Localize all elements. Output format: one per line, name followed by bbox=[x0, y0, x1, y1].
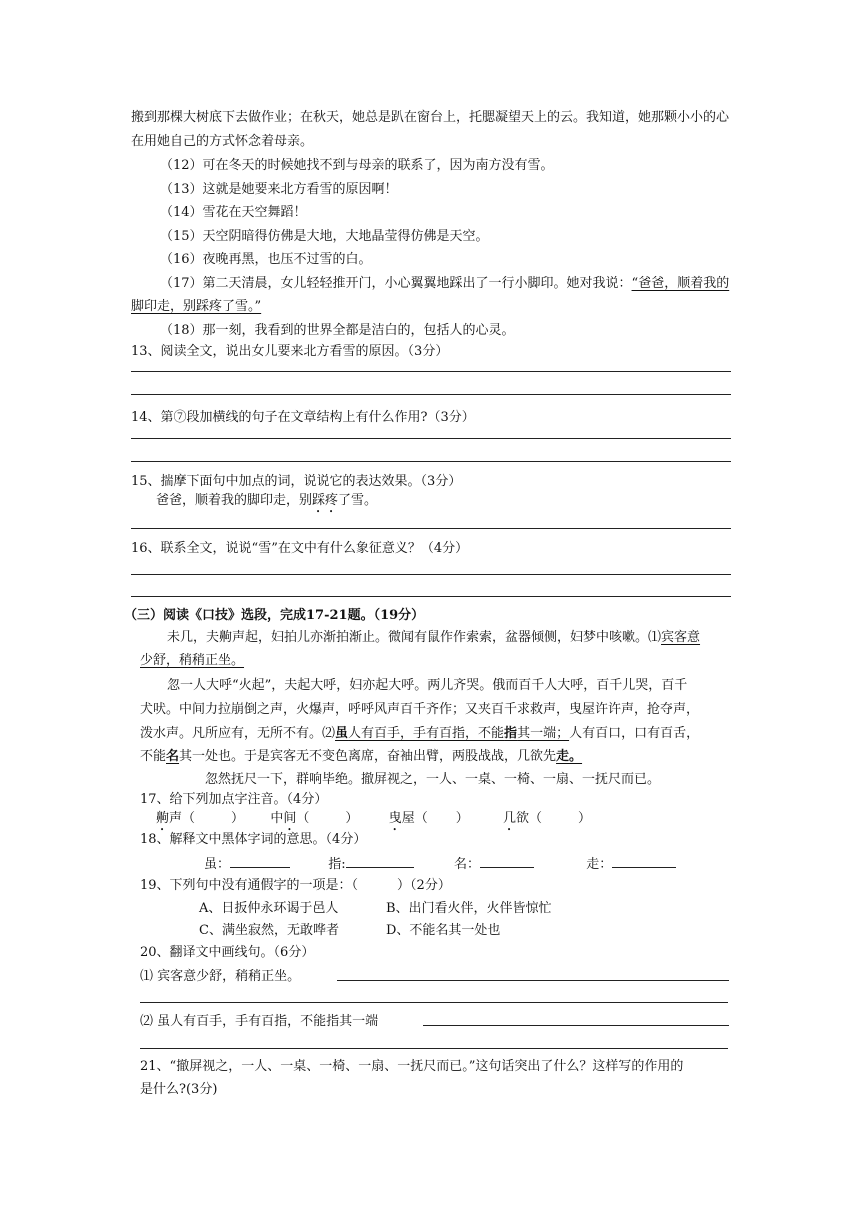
question-15: 15、揣摩下面句中加点的词，说说它的表达效果。（3分） bbox=[131, 474, 462, 489]
translate-sentence-1: ⑴ 宾客意少舒，稍稍正坐。 bbox=[140, 969, 301, 984]
question-21: 21、“撤屏视之，一人、一桌、一椅、一扇、一抚尺而已。”这句话突出了什么？这样写的作用的 bbox=[140, 1059, 684, 1074]
kouji-para-2: 忽一人大呼“火起”，夫起大呼，妇亦起大呼。两儿齐哭。俄而百千人大呼，百千儿哭，百千 bbox=[167, 678, 688, 693]
question-19: 19、下列句中没有通假字的一项是：（ ）（2分） bbox=[140, 878, 451, 893]
option-d[interactable]: D、不能名其一处也 bbox=[386, 923, 501, 938]
answer-line[interactable] bbox=[131, 574, 731, 575]
translate-sentence-2: ⑵ 虽人有百手，手有百指，不能指其一端 bbox=[140, 1014, 379, 1029]
bold-word-sui: 虽 bbox=[335, 726, 349, 741]
underlined-sentence-2: 其一端； bbox=[517, 726, 570, 741]
answer-line[interactable] bbox=[131, 438, 731, 439]
answer-line[interactable] bbox=[131, 528, 731, 529]
question-14: 14、第⑦段加横线的句子在文章结构上有什么作用?（3分） bbox=[131, 410, 475, 425]
underlined-sentence-1: 少舒，稍稍正坐。 bbox=[140, 653, 245, 668]
answer-line[interactable] bbox=[131, 461, 731, 462]
question-17: 17、给下列加点字注音。（4分） bbox=[140, 792, 328, 807]
paragraph-15: （15）天空阴暗得仿佛是大地，大地晶莹得仿佛是天空。 bbox=[160, 229, 489, 244]
paragraph-17-cont bbox=[131, 297, 731, 317]
kouji-para-3: 忽然抚尺一下，群响毕绝。撤屏视之，一人、一桌、一椅、一扇、一抚尺而已。 bbox=[205, 772, 661, 787]
section-3-heading: （三）阅读《口技》选段，完成17-21题。（19分） bbox=[124, 608, 425, 623]
dotted-word: 踩疼 bbox=[312, 493, 339, 508]
passage-line: 在用她自己的方式怀念着母亲。 bbox=[131, 134, 314, 149]
kouji-para-1: 未几，夫齁声起，妇拍儿亦渐拍渐止。微闻有鼠作作索索，盆器倾侧，妇梦中咳嗽。⑴宾客意 bbox=[167, 630, 701, 645]
answer-blank[interactable] bbox=[230, 853, 290, 868]
answer-blank[interactable] bbox=[346, 853, 414, 868]
question-20: 20、翻译文中画线句。（6分） bbox=[140, 945, 315, 960]
paragraph-16: （16）夜晚再黑，也压不过雪的白。 bbox=[160, 252, 372, 267]
paragraph-17-text: （17）第二天清晨，女儿轻轻推开门，小心翼翼地踩出了一行小脚印。她对我说： bbox=[160, 276, 632, 291]
answer-blank[interactable] bbox=[480, 853, 534, 868]
paragraph-17 bbox=[160, 274, 760, 294]
question-18: 18、解释文中黑体字词的意思。（4分） bbox=[140, 832, 367, 847]
bold-word-ming: 名 bbox=[166, 749, 180, 764]
kouji-para-1-cont bbox=[140, 651, 740, 671]
answer-line[interactable] bbox=[140, 1002, 728, 1003]
answer-line[interactable] bbox=[131, 394, 731, 395]
kouji-para-2: 犬吠。中间力拉崩倒之声，火爆声，呼呼风声百千齐作；又夹百千求救声，曳屋许许声，抢夺声， bbox=[140, 702, 700, 717]
pinyin-item: 几欲（ ） bbox=[503, 811, 592, 826]
question-15-sentence: 爸爸，顺着我的脚印走，别踩疼了雪。 bbox=[156, 493, 378, 508]
option-b[interactable]: B、出门看火伴，火伴皆惊忙 bbox=[386, 901, 552, 916]
answer-blank[interactable] bbox=[612, 853, 676, 868]
underlined-quote: “爸爸，顺着我的 bbox=[631, 276, 730, 291]
answer-line[interactable] bbox=[337, 980, 729, 981]
answer-line[interactable] bbox=[131, 371, 731, 372]
paragraph-18: （18）那一刻，我看到的世界全都是洁白的，包括人的心灵。 bbox=[160, 323, 515, 338]
pinyin-item: 中间（ ） bbox=[270, 811, 359, 826]
passage-line: 搬到那棵大树底下去做作业；在秋天，她总是趴在窗台上，托腮凝望天上的云。我知道，她那颗小小的心 bbox=[131, 110, 730, 125]
paragraph-14: （14）雪花在天空舞蹈！ bbox=[160, 205, 307, 220]
question-18-items: 虽： 指: 名： 走： bbox=[204, 853, 684, 875]
underlined-sentence-1: 宾客意 bbox=[661, 630, 701, 645]
question-16: 16、联系全文，说说“雪”在文中有什么象征意义？（4分） bbox=[131, 541, 469, 556]
answer-line[interactable] bbox=[423, 1025, 729, 1026]
paragraph-12: （12）可在冬天的时候她找不到与母亲的联系了，因为南方没有雪。 bbox=[160, 158, 554, 173]
answer-line[interactable] bbox=[140, 1048, 728, 1049]
paragraph-13: （13）这就是她要来北方看雪的原因啊！ bbox=[160, 182, 398, 197]
bold-word-zhi: 指 bbox=[504, 726, 518, 741]
bold-word-zou: 走。 bbox=[556, 749, 583, 764]
kouji-para-2: 不能名其一处也。于是宾客无不变色离席，奋袖出臂，两股战战，几欲先走。 bbox=[140, 749, 583, 764]
option-a[interactable]: A、日扳仲永环谒于邑人 bbox=[199, 901, 339, 916]
underlined-quote: 脚印走，别踩疼了雪。” bbox=[131, 299, 262, 314]
underlined-sentence-2: 人有百手，手有百指，不能 bbox=[348, 726, 505, 741]
answer-line[interactable] bbox=[131, 596, 731, 597]
question-21-cont: 是什么?(3分) bbox=[140, 1082, 218, 1097]
pinyin-item: 齁声（ ） bbox=[156, 811, 245, 826]
question-13: 13、阅读全文，说出女儿要来北方看雪的原因。（3分） bbox=[131, 344, 449, 359]
option-c[interactable]: C、满坐寂然，无敢哗者 bbox=[199, 923, 339, 938]
pinyin-item: 曳屋（ ） bbox=[388, 811, 469, 826]
kouji-para-2: 泼水声。凡所应有，无所不有。⑵虽人有百手，手有百指，不能指其一端；人有百口，口有百舌， bbox=[140, 726, 700, 741]
